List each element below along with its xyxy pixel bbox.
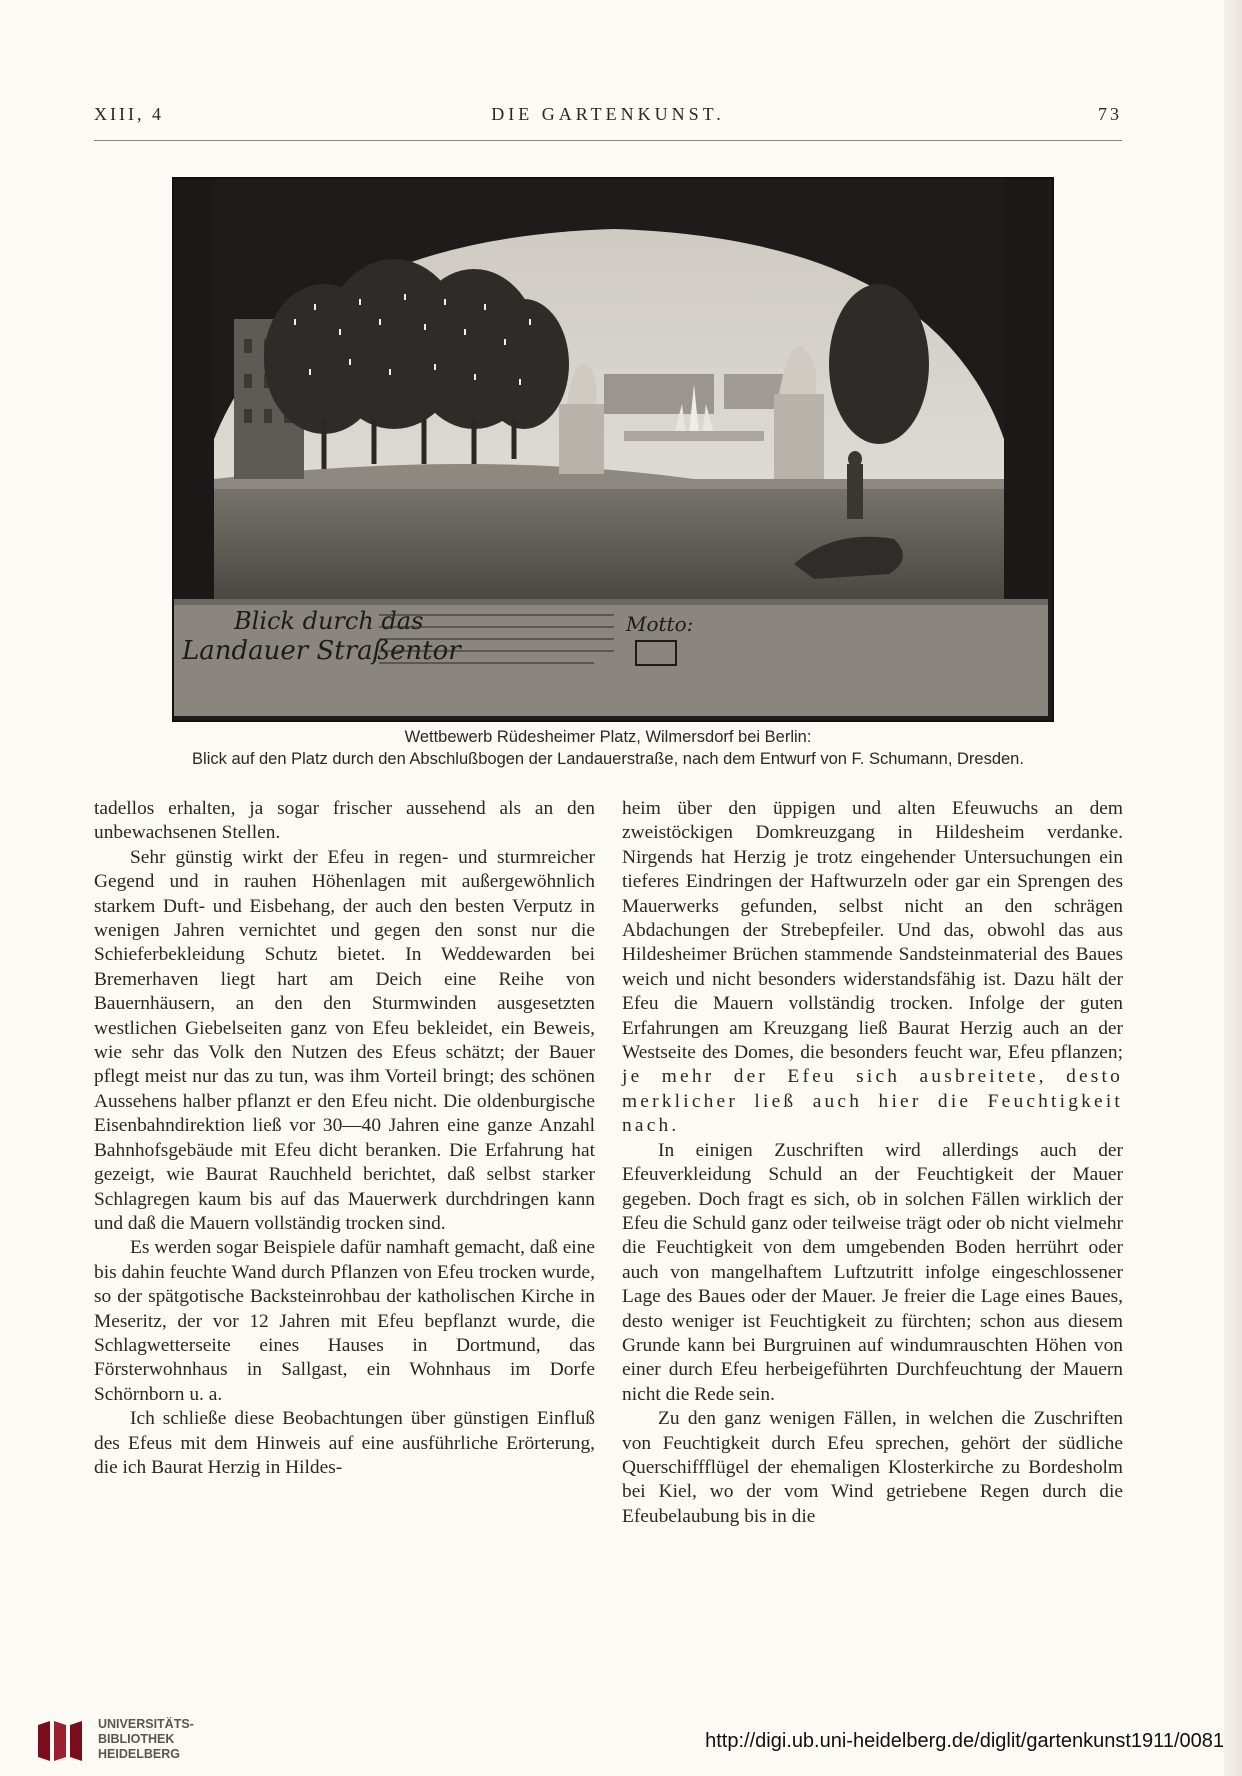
left-paragraph-2: Sehr günstig wirkt der Efeu in regen- und sturmreicher Gegend und in rauhen Höhenlagen mit außergewöhnlich starkem Duft- und Eisbehang, der auch den besten Verputz in wenigen Jahren vernichtet und gegen den sonst nur die Schieferbekleidung Schutz bietet. In Weddewarden bei Bremerhaven liegt hart am Deich eine Reihe von Bauernhäusern, an den den Sturmwinden ausgesetzten westlichen Giebelseiten ganz von Efeu bekleidet, ein Beweis, wie sehr das Volk den Nutzen des Efeus schätzt; der Bauer pflegt meist nur das zu tun, was ihm Vorteil bringt; des schönen Aussehens halber pflanzt er den Efeu nicht. Die oldenburgische Eisenbahndirektion ließ vor 30—40 Jahren eine ganze Anzahl Bahnhofsgebäude mit Efeu dicht beranken. Die Erfahrung hat gezeigt, wie Baurat Rauchheld berichtet, daß selbst starker Schlagregen kaum bis auf das Mauerwerk durchdringen kann und daß die Mauern vollständig trocken sind.: [94, 846, 595, 1234]
inscription-title-2: Landauer Straßentor: [182, 636, 461, 666]
journal-title: DIE GARTENKUNST.: [491, 104, 725, 124]
left-paragraph-4: Ich schließe diese Beobachtungen über günstigen Einfluß des Efeus mit dem Hinweis auf eine ausführliche Erörterung, die ich Baurat Herzig in Hildes-: [94, 1408, 595, 1478]
library-logo: [36, 1715, 236, 1767]
header-rule: [94, 140, 1122, 141]
library-emblem-icon: [36, 1719, 88, 1763]
library-label-1: UNIVERSITÄTS-: [98, 1717, 194, 1731]
standing-figure: [847, 464, 863, 519]
right-paragraph-1-text: heim über den üppigen und alten Efeuwuchs an dem zweistöckigen Domkreuzgang in Hildesheim verdanke. Nirgends hat Herzig je trotz eingehender Untersuchungen ein tieferes Eindringen der Haftwurzeln oder gar ein Sprengen des Mauerwerks gefunden, selbst nicht an den schrägen Abdachungen der Strebepfeiler. Und das, obwohl das aus Hildesheimer Brüchen stammende Sandsteinmaterial des Baues weich und nicht besonders widerstandsfähig ist. Dazu hält der Efeu die Mauern vollständig trocken. Infolge der guten Erfahrungen am Kreuzgang ließ Baurat Herzig auch an der Westseite des Domes, die besonders feucht war, Efeu pflanzen;: [622, 798, 1123, 1064]
right-paragraph-3: Zu den ganz wenigen Fällen, in welchen die Zuschriften von Feuchtigkeit durch Efeu sprechen, gehört der südliche Querschiffflügel der ehemaligen Klosterkirche zu Bordesholm bei Kiel, wo der vom Wind getriebene Regen durch die Efeubelaubung bis in die: [622, 1408, 1123, 1527]
right-column: [622, 797, 1123, 1529]
library-label-3: HEIDELBERG: [98, 1747, 180, 1761]
source-url[interactable]: http://digi.ub.uni-heidelberg.de/diglit/gartenkunst1911/0081: [705, 1730, 1224, 1752]
inscription-title-1: Blick durch das: [234, 607, 424, 635]
figure-caption-line1: Wettbewerb Rüdesheimer Platz, Wilmersdorf bei Berlin:: [404, 728, 812, 746]
figure-caption-line2: Blick auf den Platz durch den Abschlußbogen der Landauerstraße, nach dem Entwurf von F. Schumann, Dresden.: [192, 750, 1024, 768]
emphasized-sentence: je mehr der Efeu sich ausbreitete, desto merklicher ließ auch hier die Feuchtigkeit nach.: [622, 1066, 1123, 1137]
motto-label: Motto:: [626, 612, 694, 636]
right-paragraph-1: [622, 797, 1123, 1139]
illustration: [172, 177, 1054, 722]
left-column: [94, 797, 595, 1480]
running-head: [94, 104, 1122, 132]
illustration-drawing: [174, 179, 1048, 716]
right-pedestal: [774, 394, 824, 479]
library-label-2: BIBLIOTHEK: [98, 1732, 175, 1746]
page-edge: [1224, 0, 1242, 1776]
volume-number: XIII, 4: [94, 104, 164, 124]
right-tree-canopy: [829, 284, 929, 444]
distant-building-left: [604, 374, 714, 414]
left-paragraph-1: tadellos erhalten, ja sogar frischer aussehend als an den unbewachsenen Stellen.: [94, 798, 595, 844]
page-number: 73: [1098, 104, 1122, 124]
left-paragraph-3: Es werden sogar Beispiele dafür namhaft gemacht, daß eine bis dahin feuchte Wand durch Pflanzen von Efeu trocken wurde, so der spätgotische Backsteinrohbau der katholischen Kirche in Meseritz, der vor 12 Jahren mit Efeu bepflanzt wurde, die Schlagwetterseite eines Hauses in Dortmund, das Försterwohnhaus in Sallgast, ein Wohnhaus im Dorfe Schörnborn u. a.: [94, 1237, 595, 1405]
right-paragraph-2: In einigen Zuschriften wird allerdings auch der Efeuverkleidung Schuld an der Feuchtigkeit der Mauer gegeben. Doch fragt es sich, ob in solchen Fällen wirklich der Efeu die Schuld ganz oder teilweise trägt oder ob nicht vielmehr die Feuchtigkeit von dem umgebenden Boden herrührt oder auch von mangelhaftem Luftzutritt infolge eingeschlossener Lage des Baues oder der Mauer. Je freier die Lage eines Baues, desto weniger ist Feuchtigkeit zu fürchten; schon aus diesem Grunde kann bei Burgruinen auf windumrauschten Höhen von einer durch Efeu herbeigeführten Durchfeuchtung der Mauern nicht die Rede sein.: [622, 1139, 1123, 1405]
left-pedestal: [559, 404, 604, 474]
